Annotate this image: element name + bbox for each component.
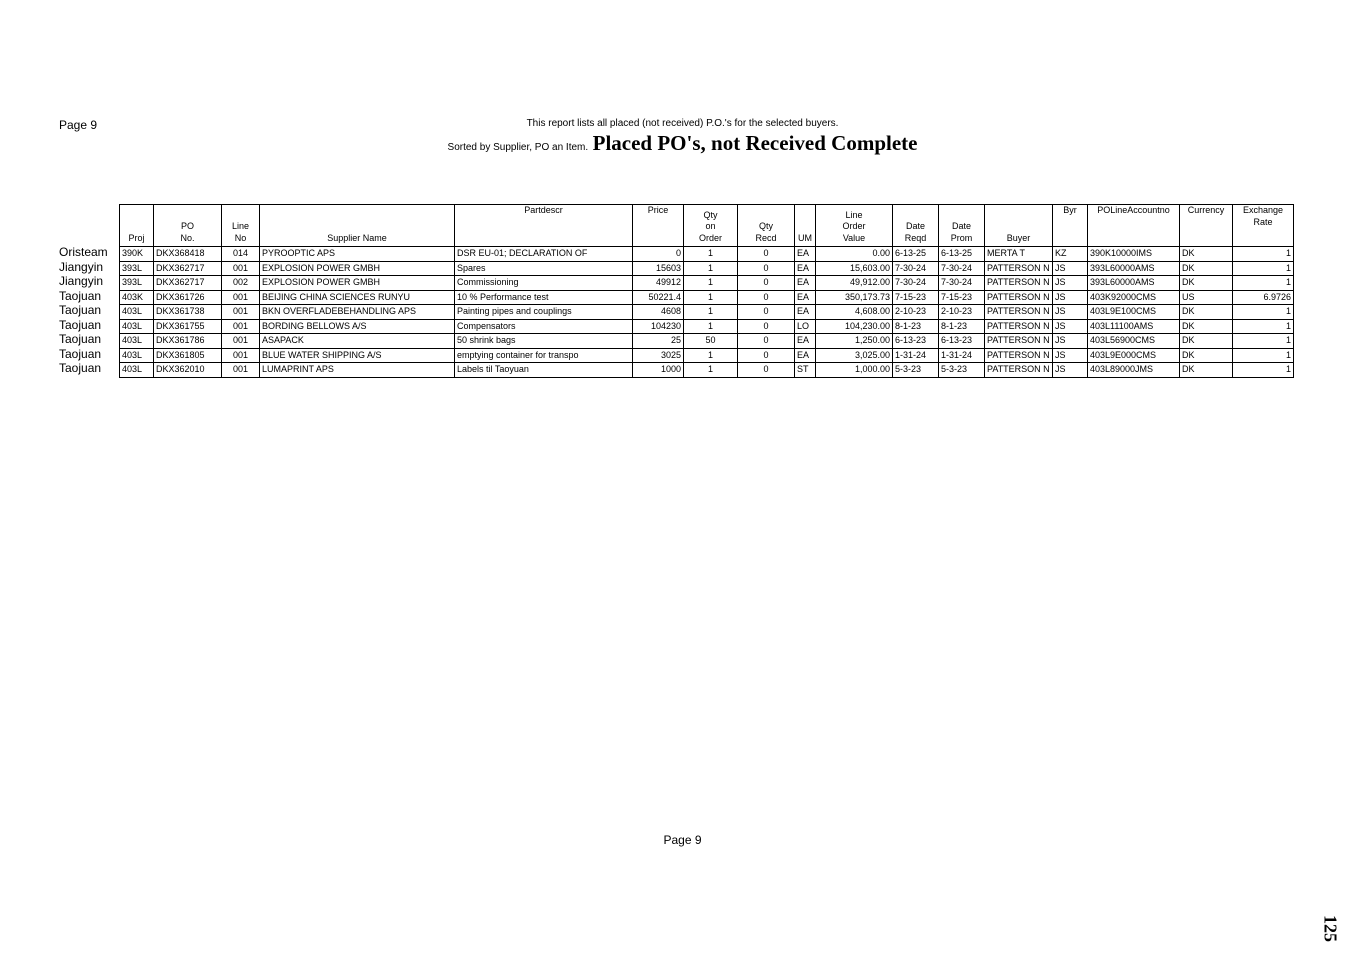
cell-um: EA: [795, 276, 816, 291]
cell-byr: JS: [1053, 334, 1088, 349]
cell-proj: 403L: [120, 348, 154, 363]
cell-account: 393L60000AMS: [1088, 276, 1180, 291]
cell-line: 014: [222, 247, 260, 262]
cell-currency: DK: [1180, 247, 1233, 262]
cell-um: EA: [795, 290, 816, 305]
cell-buyer: PATTERSON N: [985, 363, 1053, 378]
col-proj: Proj: [120, 205, 154, 247]
cell-po: DKX361786: [154, 334, 222, 349]
cell-qty-recd: 0: [738, 348, 795, 363]
cell-reqd: 1-31-24: [893, 348, 939, 363]
cell-prom: 2-10-23: [939, 305, 985, 320]
cell-part: Spares: [455, 261, 633, 276]
cell-line: 002: [222, 276, 260, 291]
cell-byr: KZ: [1053, 247, 1088, 262]
cell-line: 001: [222, 305, 260, 320]
table-row: [120, 276, 1294, 291]
cell-po: DKX361805: [154, 348, 222, 363]
col-line-no: Line No: [222, 205, 260, 247]
cell-account: 403L89000JMS: [1088, 363, 1180, 378]
cell-reqd: 6-13-23: [893, 334, 939, 349]
cell-supplier: BLUE WATER SHIPPING A/S: [260, 348, 455, 363]
cell-um: EA: [795, 305, 816, 320]
cell-line: 001: [222, 363, 260, 378]
cell-supplier: ASAPACK: [260, 334, 455, 349]
cell-reqd: 7-30-24: [893, 261, 939, 276]
cell-proj: 403L: [120, 334, 154, 349]
cell-reqd: 2-10-23: [893, 305, 939, 320]
site-label: Taojuan: [59, 303, 102, 317]
cell-po: DKX368418: [154, 247, 222, 262]
cell-buyer: PATTERSON N: [985, 276, 1053, 291]
cell-um: ST: [795, 363, 816, 378]
cell-po: DKX362010: [154, 363, 222, 378]
table-row: [120, 305, 1294, 320]
cell-prom: 7-15-23: [939, 290, 985, 305]
cell-rate: 1: [1233, 348, 1294, 363]
col-supplier-name: Supplier Name: [260, 205, 455, 247]
cell-supplier: BKN OVERFLADEBEHANDLING APS: [260, 305, 455, 320]
cell-rate: 1: [1233, 261, 1294, 276]
cell-supplier: EXPLOSION POWER GMBH: [260, 276, 455, 291]
cell-line: 001: [222, 334, 260, 349]
site-label: Oristeam: [59, 245, 108, 259]
cell-currency: DK: [1180, 261, 1233, 276]
cell-qty-order: 1: [684, 319, 738, 334]
cell-part: Labels til Taoyuan: [455, 363, 633, 378]
table-row: [120, 334, 1294, 349]
cell-po: DKX361738: [154, 305, 222, 320]
cell-qty-recd: 0: [738, 305, 795, 320]
cell-um: EA: [795, 334, 816, 349]
col-date-reqd: Date Reqd: [893, 205, 939, 247]
cell-qty-order: 1: [684, 261, 738, 276]
col-qty-recd: Qty Recd: [738, 205, 795, 247]
cell-price: 25: [633, 334, 684, 349]
col-polineaccountno: POLineAccountno: [1088, 205, 1180, 247]
col-po-no: PO No.: [154, 205, 222, 247]
cell-qty-recd: 0: [738, 290, 795, 305]
cell-po: DKX362717: [154, 276, 222, 291]
cell-account: 403L9E100CMS: [1088, 305, 1180, 320]
cell-part: Compensators: [455, 319, 633, 334]
cell-proj: 403L: [120, 305, 154, 320]
cell-prom: 6-13-25: [939, 247, 985, 262]
cell-part: Painting pipes and couplings: [455, 305, 633, 320]
cell-currency: DK: [1180, 348, 1233, 363]
cell-qty-recd: 0: [738, 261, 795, 276]
cell-supplier: BORDING BELLOWS A/S: [260, 319, 455, 334]
cell-proj: 403L: [120, 363, 154, 378]
cell-byr: JS: [1053, 363, 1088, 378]
cell-value: 49,912.00: [816, 276, 893, 291]
cell-value: 4,608.00: [816, 305, 893, 320]
cell-byr: JS: [1053, 348, 1088, 363]
cell-byr: JS: [1053, 261, 1088, 276]
table-header-row: [120, 205, 1294, 247]
cell-currency: DK: [1180, 363, 1233, 378]
cell-supplier: LUMAPRINT APS: [260, 363, 455, 378]
cell-reqd: 5-3-23: [893, 363, 939, 378]
cell-byr: JS: [1053, 319, 1088, 334]
table-row: [120, 247, 1294, 262]
cell-qty-order: 1: [684, 290, 738, 305]
cell-reqd: 7-30-24: [893, 276, 939, 291]
cell-prom: 7-30-24: [939, 276, 985, 291]
cell-currency: US: [1180, 290, 1233, 305]
site-label: Taojuan: [59, 361, 102, 375]
col-byr: Byr: [1053, 205, 1088, 247]
cell-line: 001: [222, 290, 260, 305]
cell-value: 0.00: [816, 247, 893, 262]
title-line: [0, 131, 1365, 156]
col-date-prom: Date Prom: [939, 205, 985, 247]
cell-rate: 1: [1233, 305, 1294, 320]
cell-buyer: PATTERSON N: [985, 290, 1053, 305]
cell-prom: 7-30-24: [939, 261, 985, 276]
cell-prom: 1-31-24: [939, 348, 985, 363]
cell-po: DKX362717: [154, 261, 222, 276]
cell-qty-order: 1: [684, 305, 738, 320]
cell-rate: 1: [1233, 319, 1294, 334]
cell-account: 403K92000CMS: [1088, 290, 1180, 305]
cell-reqd: 7-15-23: [893, 290, 939, 305]
cell-account: 403L11100AMS: [1088, 319, 1180, 334]
site-labels: [59, 245, 108, 376]
cell-buyer: MERTA T: [985, 247, 1053, 262]
col-buyer: Buyer: [985, 205, 1053, 247]
cell-byr: JS: [1053, 290, 1088, 305]
cell-prom: 8-1-23: [939, 319, 985, 334]
cell-price: 4608: [633, 305, 684, 320]
cell-qty-recd: 0: [738, 276, 795, 291]
cell-byr: JS: [1053, 305, 1088, 320]
cell-account: 393L60000AMS: [1088, 261, 1180, 276]
table-row: [120, 363, 1294, 378]
cell-part: emptying container for transpo: [455, 348, 633, 363]
report-description: This report lists all placed (not received) P.O.'s for the selected buyers.: [526, 118, 839, 129]
cell-value: 1,000.00: [816, 363, 893, 378]
cell-currency: DK: [1180, 276, 1233, 291]
cell-buyer: PATTERSON N: [985, 305, 1053, 320]
table-row: [120, 290, 1294, 305]
cell-account: 403L9E000CMS: [1088, 348, 1180, 363]
sort-note: Sorted by Supplier, PO an Item.: [447, 142, 589, 153]
site-label: Taojuan: [59, 346, 102, 361]
site-label: Jiangyin: [59, 274, 104, 288]
col-currency: Currency: [1180, 205, 1233, 247]
cell-supplier: PYROOPTIC APS: [260, 247, 455, 262]
cell-reqd: 6-13-25: [893, 247, 939, 262]
cell-value: 104,230.00: [816, 319, 893, 334]
cell-currency: DK: [1180, 334, 1233, 349]
cell-price: 3025: [633, 348, 684, 363]
cell-value: 350,173.73: [816, 290, 893, 305]
cell-um: EA: [795, 261, 816, 276]
col-qty-on-order: Qty on Order: [684, 205, 738, 247]
site-label: Taojuan: [59, 288, 102, 303]
cell-qty-order: 1: [684, 247, 738, 262]
site-label: Jiangyin: [59, 259, 104, 274]
cell-buyer: PATTERSON N: [985, 348, 1053, 363]
cell-reqd: 8-1-23: [893, 319, 939, 334]
cell-line: 001: [222, 319, 260, 334]
cell-um: LO: [795, 319, 816, 334]
cell-part: DSR EU-01; DECLARATION OF: [455, 247, 633, 262]
cell-price: 0: [633, 247, 684, 262]
cell-currency: DK: [1180, 319, 1233, 334]
cell-byr: JS: [1053, 276, 1088, 291]
cell-account: 390K10000IMS: [1088, 247, 1180, 262]
table-row: [120, 261, 1294, 276]
col-exchange-rate: Exchange Rate: [1233, 205, 1294, 247]
cell-qty-recd: 0: [738, 363, 795, 378]
cell-proj: 403K: [120, 290, 154, 305]
po-table: [119, 204, 1294, 378]
cell-rate: 6.9726: [1233, 290, 1294, 305]
cell-um: EA: [795, 247, 816, 262]
footer-page-label: Page 9: [663, 833, 702, 847]
cell-qty-order: 50: [684, 334, 738, 349]
cell-po: DKX361726: [154, 290, 222, 305]
cell-price: 1000: [633, 363, 684, 378]
cell-part: 50 shrink bags: [455, 334, 633, 349]
cell-buyer: PATTERSON N: [985, 334, 1053, 349]
cell-supplier: EXPLOSION POWER GMBH: [260, 261, 455, 276]
side-page-number: 125: [1320, 915, 1341, 942]
cell-qty-order: 1: [684, 363, 738, 378]
cell-qty-order: 1: [684, 276, 738, 291]
col-um: UM: [795, 205, 816, 247]
site-label: Taojuan: [59, 332, 102, 346]
table-row: [120, 319, 1294, 334]
cell-qty-recd: 0: [738, 247, 795, 262]
cell-line: 001: [222, 261, 260, 276]
report-title: Placed PO's, not Received Complete: [592, 131, 918, 155]
cell-value: 3,025.00: [816, 348, 893, 363]
cell-rate: 1: [1233, 334, 1294, 349]
cell-price: 49912: [633, 276, 684, 291]
cell-proj: 390K: [120, 247, 154, 262]
cell-rate: 1: [1233, 363, 1294, 378]
cell-qty-recd: 0: [738, 334, 795, 349]
cell-qty-recd: 0: [738, 319, 795, 334]
col-price: Price: [633, 205, 684, 247]
cell-prom: 6-13-23: [939, 334, 985, 349]
cell-um: EA: [795, 348, 816, 363]
cell-line: 001: [222, 348, 260, 363]
cell-rate: 1: [1233, 276, 1294, 291]
cell-currency: DK: [1180, 305, 1233, 320]
cell-proj: 393L: [120, 276, 154, 291]
cell-price: 15603: [633, 261, 684, 276]
cell-price: 104230: [633, 319, 684, 334]
cell-buyer: PATTERSON N: [985, 261, 1053, 276]
cell-value: 15,603.00: [816, 261, 893, 276]
table-row: [120, 348, 1294, 363]
cell-price: 50221.4: [633, 290, 684, 305]
cell-po: DKX361755: [154, 319, 222, 334]
cell-account: 403L56900CMS: [1088, 334, 1180, 349]
cell-buyer: PATTERSON N: [985, 319, 1053, 334]
cell-part: 10 % Performance test: [455, 290, 633, 305]
col-line-order-value: Line Order Value: [816, 205, 893, 247]
cell-proj: 403L: [120, 319, 154, 334]
col-partdescr: Partdescr: [455, 205, 633, 247]
site-label: Taojuan: [59, 317, 102, 332]
cell-rate: 1: [1233, 247, 1294, 262]
cell-proj: 393L: [120, 261, 154, 276]
cell-part: Commissioning: [455, 276, 633, 291]
page-label: Page 9: [59, 118, 98, 132]
cell-prom: 5-3-23: [939, 363, 985, 378]
cell-value: 1,250.00: [816, 334, 893, 349]
cell-qty-order: 1: [684, 348, 738, 363]
cell-supplier: BEIJING CHINA SCIENCES RUNYU: [260, 290, 455, 305]
